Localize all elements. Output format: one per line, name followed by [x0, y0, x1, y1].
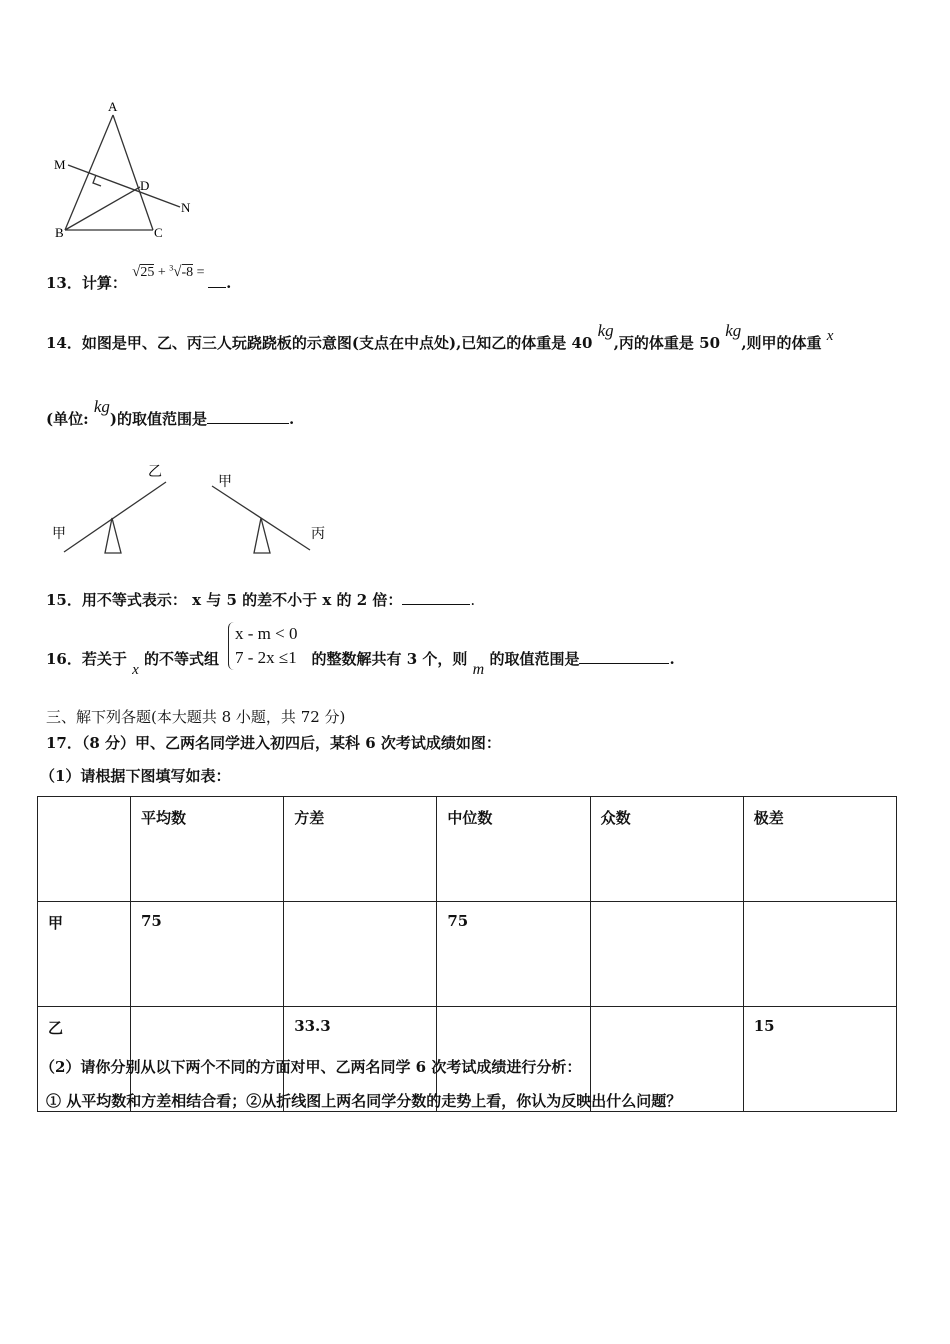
table-cell [38, 797, 131, 902]
question-17: 17．（8 分）甲、乙两名同学进入初四后，某科 6 次考试成绩如图： [46, 734, 501, 752]
seesaw-left-board [64, 482, 166, 552]
segment-ac [113, 115, 153, 230]
seesaw-left-fulcrum [105, 518, 121, 553]
question-16: 16．若关于 x 的不等式组 的整数解共有 3 个，则 m 的取值范围是 . [46, 650, 675, 678]
table-cell: 15 [743, 1007, 896, 1112]
question-14: 14．如图是甲、乙、丙三人玩跷跷板的示意图(支点在中点处),已知乙的体重是 40 kg,丙的体重是 50 kg,则甲的体重 x [46, 321, 834, 352]
section-title: 三、解下列各题(本大题共 8 小题，共 72 分) [46, 708, 346, 726]
seesaw-right-fulcrum [254, 518, 270, 553]
table-cell[interactable] [743, 902, 896, 1007]
segment-bd [65, 187, 140, 230]
row-label: 乙 [38, 1007, 131, 1112]
question-17-part2: （2）请你分别从以下两个不同的方面对甲、乙两名同学 6 次考试成绩进行分析： [40, 1058, 582, 1076]
table-cell: 33.3 [284, 1007, 437, 1112]
line-mn [68, 165, 180, 207]
label-b: B [55, 225, 64, 240]
row-label: 甲 [38, 902, 131, 1007]
label-n: N [181, 200, 191, 215]
table-cell: 75 [131, 902, 284, 1007]
label-left-low: 甲 [52, 526, 66, 542]
inequality-2: 7 - 2x ≤1 [235, 648, 297, 667]
table-row [38, 902, 897, 1007]
table-header: 中位数 [437, 797, 590, 902]
answer-blank[interactable] [402, 604, 470, 605]
question-13: 13．计算： √25 + $^3$√-8 = . [46, 263, 232, 292]
question-14-line2: (单位: kg)的取值范围是 . [46, 397, 295, 428]
inequality-system [235, 622, 297, 670]
label-a: A [108, 99, 118, 114]
question-15: 15．用不等式表示： x 与 5 的差不小于 x 的 2 倍： . [46, 591, 476, 609]
label-m: M [54, 157, 66, 172]
table-header-row [38, 797, 897, 902]
table-header: 方差 [284, 797, 437, 902]
label-right-low: 丙 [311, 526, 325, 542]
answer-blank[interactable] [207, 423, 289, 424]
seesaw-figure [48, 458, 348, 563]
answer-blank[interactable] [208, 287, 226, 288]
answer-blank[interactable] [579, 663, 669, 664]
table-cell: 75 [437, 902, 590, 1007]
question-17-part1: （1）请根据下图填写如表： [40, 767, 231, 785]
label-c: C [154, 225, 163, 240]
table-header: 平均数 [131, 797, 284, 902]
table-header: 众数 [590, 797, 743, 902]
label-left-high: 乙 [148, 464, 162, 480]
question-17-part2-items: ① 从平均数和方差相结合看；②从折线图上两名同学分数的走势上看，你认为反映出什么问题？ [46, 1092, 682, 1110]
inequality-1: x - m < 0 [235, 624, 298, 643]
table-header: 极差 [743, 797, 896, 902]
label-right-high: 甲 [218, 474, 232, 490]
system-brace [228, 622, 235, 670]
expression: √25 + $^3$√-8 = [132, 263, 205, 280]
label-d: D [140, 178, 150, 193]
table-cell[interactable] [284, 902, 437, 1007]
triangle-figure [40, 95, 210, 245]
table-cell[interactable] [590, 902, 743, 1007]
